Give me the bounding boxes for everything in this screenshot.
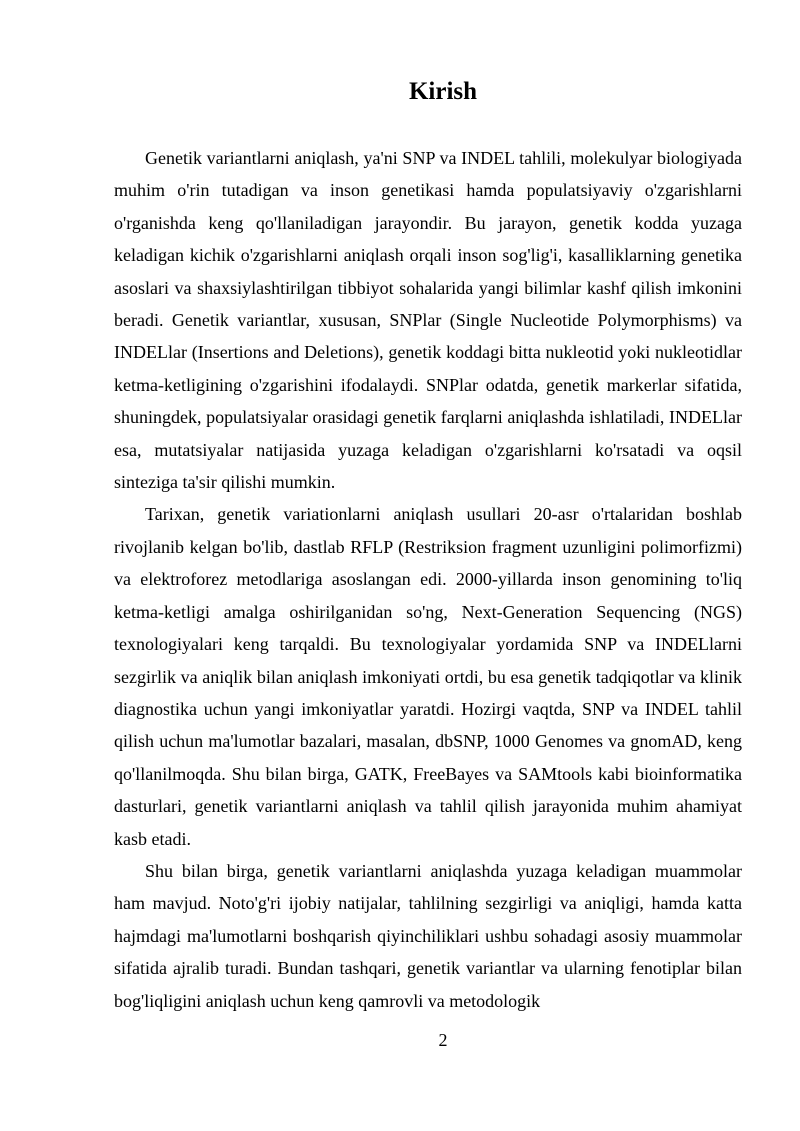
document-body bbox=[114, 142, 742, 1017]
paragraph-2: Tarixan, genetik variationlarni aniqlash usullari 20-asr o'rtalaridan boshlab rivojlanib kelgan bo'lib, dastlab RFLP (Restriksion fragment uzunligini polimorfizmi) va elektroforez metodlariga asoslangan edi. 2000-yillarda inson genomining to'liq ketma-ketligi amalga oshirilganidan so'ng, Next-Generation Sequencing (NGS) texnologiyalari keng tarqaldi. Bu texnologiyalar yordamida SNP va INDELlarni sezgirlik va aniqlik bilan aniqlash imkoniyati ortdi, bu esa genetik tadqiqotlar va klinik diagnostika uchun yangi imkoniyatlar yaratdi. Hozirgi vaqtda, SNP va INDEL tahlil qilish uchun ma'lumotlar bazalari, masalan, dbSNP, 1000 Genomes va gnomAD, keng qo'llanilmoqda. Shu bilan birga, GATK, FreeBayes va SAMtools kabi bioinformatika dasturlari, genetik variantlarni aniqlash va tahlil qilish jarayonida muhim ahamiyat kasb etadi. bbox=[114, 504, 742, 849]
page-number: 2 bbox=[438, 1030, 448, 1050]
paragraph-3: Shu bilan birga, genetik variantlarni aniqlashda yuzaga keladigan muammolar ham mavjud. Noto'g'ri ijobiy natijalar, tahlilning sezgirligi va aniqligi, hamda katta hajmdagi ma'lumotlarni boshqarish qiyinchiliklari ushbu sohadagi asosiy muammolar sifatida ajralib turadi. Bundan tashqari, genetik variantlar va ularning fenotiplar bilan bog'liqligini aniqlash uchun keng qamrovli va metodologik bbox=[114, 860, 742, 1011]
paragraph-1: Genetik variantlarni aniqlash, ya'ni SNP va INDEL tahlili, molekulyar biologiyada muhim o'rin tutadigan va inson genetikasi hamda populatsiyaviy o'zgarishlarni o'rganishda keng qo'llaniladigan jarayondir. Bu jarayon, genetik kodda yuzaga keladigan kichik o'zgarishlarni aniqlash orqali inson sog'lig'i, kasalliklarning genetika asoslari va shaxsiylashtirilgan tibbiyot sohalarida yangi bilimlar kashf qilish imkonini beradi. Genetik variantlar, xususan, SNPlar (Single Nucleotide Polymorphisms) va INDELlar (Insertions and Deletions), genetik koddagi bitta nukleotid yoki nukleotidlar ketma-ketligining o'zgarishini ifodalaydi. SNPlar odatda, genetik markerlar sifatida, shuningdek, populatsiyalar orasidagi genetik farqlarni aniqlashda ishlatiladi, INDELlar esa, mutatsiyalar natijasida yuzaga keladigan o'zgarishlarni ko'rsatadi va oqsil sinteziga ta'sir qilishi mumkin. bbox=[114, 148, 742, 493]
page-title: Kirish bbox=[408, 78, 478, 105]
